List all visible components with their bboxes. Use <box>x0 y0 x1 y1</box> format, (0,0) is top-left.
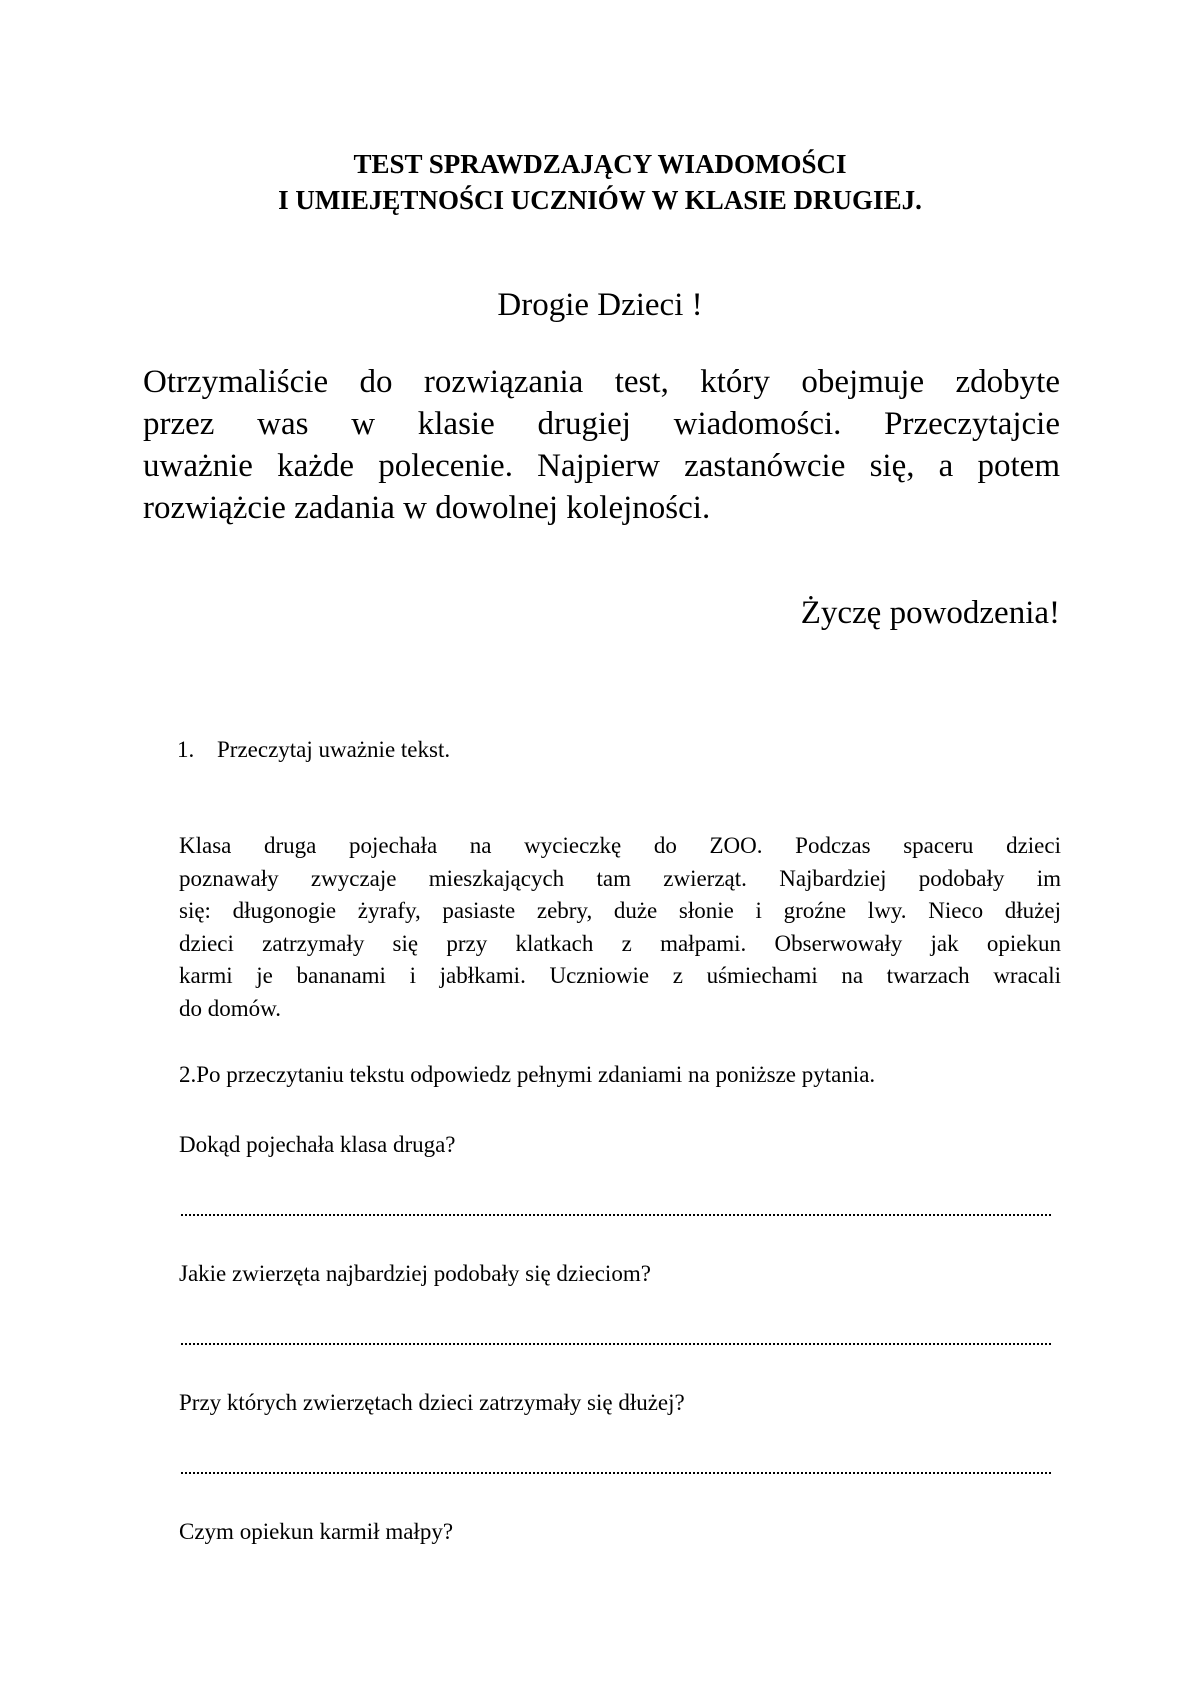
question-1: Dokąd pojechała klasa druga? <box>179 1132 456 1157</box>
intro-line: przez was w klasie drugiej wiadomości. Przeczytajcie <box>143 406 1060 442</box>
passage-line: karmi je bananami i jabłkami. Uczniowie z uśmiechami na twarzach wracali <box>179 963 1061 988</box>
passage-line: dzieci zatrzymały się przy klatkach z małpami. Obserwowały jak opiekun <box>179 930 1061 956</box>
intro-line: rozwiążcie zadania w dowolnej kolejności. <box>143 490 711 526</box>
task-2-instruction: 2.Po przeczytaniu tekstu odpowiedz pełnymi zdaniami na poniższe pytania. <box>179 1062 876 1087</box>
intro-line: Otrzymaliście do rozwiązania test, który obejmuje zdobyte <box>143 364 1060 400</box>
question-4: Czym opiekun karmił małpy? <box>179 1519 454 1544</box>
good-luck-wish: Życzę powodzenia! <box>800 595 1060 631</box>
passage-line: do domów. <box>179 995 282 1021</box>
passage-line: się: długonogie żyrafy, pasiaste zebry, duże słonie i groźne lwy. Nieco dłużej <box>179 898 1061 923</box>
reading-passage <box>179 830 1061 1025</box>
test-title-line-1: TEST SPRAWDZAJĄCY WIADOMOŚCI <box>353 149 847 179</box>
question-2: Jakie zwierzęta najbardziej podobały się dzieciom? <box>179 1261 651 1286</box>
task-1-text: Przeczytaj uważnie tekst. <box>217 737 451 762</box>
test-title-line-2: I UMIEJĘTNOŚCI UCZNIÓW W KLASIE DRUGIEJ. <box>278 185 922 215</box>
answer-line-3[interactable] <box>181 1472 1051 1474</box>
passage-line: Klasa druga pojechała na wycieczkę do ZOO. Podczas spaceru dzieci <box>179 833 1061 858</box>
intro-paragraph <box>143 361 1060 529</box>
answer-line-2[interactable] <box>181 1343 1051 1345</box>
intro-line: uważnie każde polecenie. Najpierw zastanówcie się, a potem <box>143 448 1060 484</box>
answer-line-1[interactable] <box>181 1214 1051 1216</box>
task-1-number: 1. <box>177 737 195 762</box>
question-3: Przy których zwierzętach dzieci zatrzymały się dłużej? <box>179 1390 685 1415</box>
greeting: Drogie Dzieci ! <box>497 287 703 323</box>
task-1-instruction <box>177 735 450 765</box>
passage-line: poznawały zwyczaje mieszkających tam zwierząt. Najbardziej podobały im <box>179 865 1061 891</box>
